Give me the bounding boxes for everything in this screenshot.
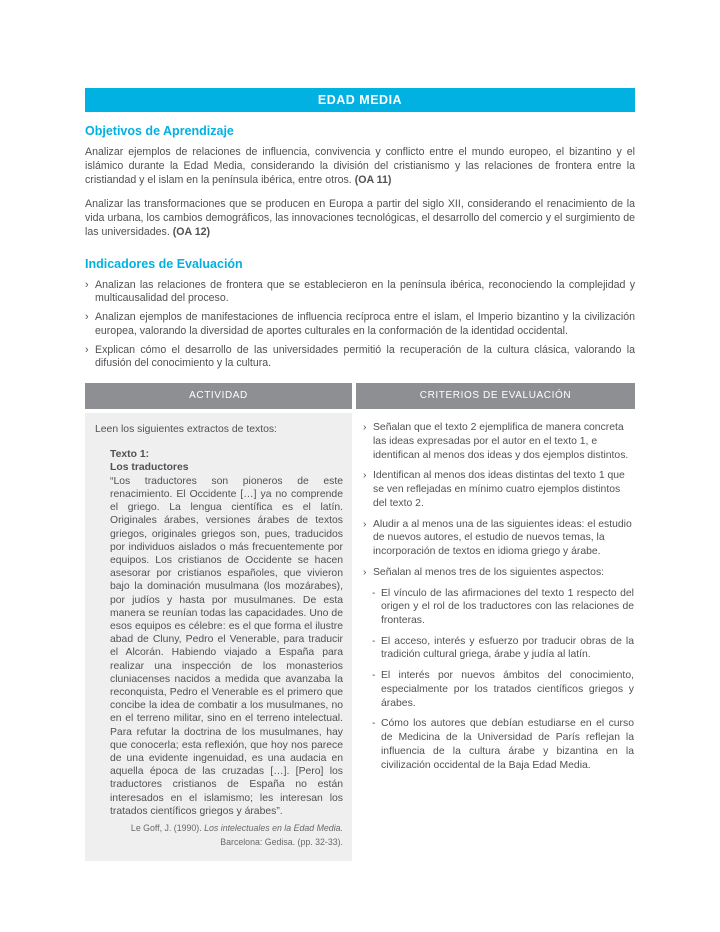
activity-column-header: ACTIVIDAD (85, 383, 352, 409)
chevron-bullet-icon: › (363, 470, 367, 482)
document-page (85, 0, 635, 861)
criteria-cell (356, 413, 635, 779)
criteria-column-header: CRITERIOS DE EVALUACIÓN (356, 383, 635, 409)
criteria-sub-item (372, 717, 634, 772)
indicador-text: Explican cómo el desarrollo de las universidades permitió la recuperación de la cultura clásica, valorando la difusión del conocimiento y la cultura. (95, 343, 635, 370)
texto-label: Texto 1: (110, 448, 150, 460)
activity-intro: Leen los siguientes extractos de textos: (95, 424, 277, 436)
dash-bullet-icon: - (372, 670, 376, 682)
indicadores-list (85, 279, 635, 372)
indicador-text: Analizan ejemplos de manifestaciones de influencia recíproca entre el islam, el Imperio bizantino y la civilización europea, valorando la diversidad de aportes culturales en la conformación de la identidad occidental. (95, 311, 635, 337)
citation (110, 822, 343, 849)
criteria-item (363, 421, 634, 462)
indicador-item (85, 344, 635, 372)
oa-code-12: (OA 12) (172, 225, 211, 238)
criteria-sub-text: Cómo los autores que debían estudiarse en el curso de Medicina de la Universidad de París reflejan la influencia de la cultura árabe y bizantina en la civilización occidental de la Baja Edad Media. (381, 718, 634, 771)
criteria-text: Identifican al menos dos ideas distintas del texto 1 que se ven reflejadas en mínimo cuatro ejemplos distintos del texto 2. (373, 470, 625, 509)
texto-title: Los traductores (110, 462, 189, 474)
citation-book-title: Los intelectuales en la Edad Media. (204, 823, 343, 834)
quote-text: “Los traductores son pioneros de este renacimiento. El Occidente […] ya no comprende el griego. La lengua científica es el latín. Originales árabes, versiones árabes de textos griegos, originales griegos son, pues, traducidos por individuos aislados o más frecuentemente por equipos. Los cristianos de Occidente se hacen asesorar por cristianos españoles, que vivieron bajo la dominación musulmana (los mozárabes), por judíos y hasta por musulmanes. De esta manera se reunían todas las capacidades. Uno de esos equipos es célebre: es el que forma el ilustre abad de Cluny, Pedro el Venerable, para traducir el Alcorán. Habiendo viajado a España para realizar una inspección de los monasterios cluniacenses nacidos a medida que avanzaba la reconquista, Pedro el Venerable es el primero que concibe la idea de combatir a los musulmanes, no en el terreno militar, sino en el terreno intelectual. Para refutar la doctrina de los musulmanes, hay que conocerla; esta reflexión, que hoy nos parece de una evidente ingenuidad, es una audacia en aquella época de las cruzadas […]. [Pero] los traductores cristianos de España no están interesados en el islamismo; les interesan los tratados científicos griegos y árabes”. (110, 475, 343, 817)
section-banner (85, 88, 635, 112)
objetivo-text-1: Analizar ejemplos de relaciones de influencia, convivencia y conflicto entre el mundo europeo, el bizantino y el islámico durante la Edad Media, considerando la división del cristianismo y las relaciones de frontera entre la cristiandad y el islam en la península ibérica, entre otros. (85, 146, 635, 186)
chevron-bullet-icon: › (85, 311, 89, 324)
indicadores-heading: Indicadores de Evaluación (85, 256, 243, 271)
section-banner-title: EDAD MEDIA (317, 93, 403, 107)
table-body-row (85, 413, 635, 861)
citation-line-2: Barcelona: Gedisa. (pp. 32-33). (220, 836, 343, 847)
criteria-list (363, 421, 634, 579)
chevron-bullet-icon: › (85, 278, 89, 291)
objetivo-paragraph-2 (85, 198, 635, 239)
indicador-item (85, 311, 635, 339)
dash-bullet-icon: - (372, 635, 376, 647)
chevron-bullet-icon: › (363, 518, 367, 530)
citation-line-1 (110, 822, 343, 836)
criteria-item (363, 469, 634, 510)
indicador-text: Analizan las relaciones de frontera que se establecieron en la península ibérica, reconociendo la complejidad y multicausalidad del proceso. (95, 278, 635, 305)
criteria-sub-text: El interés por nuevos ámbitos del conocimiento, especialmente por los tratados científicos griegos y árabes. (381, 670, 634, 709)
activity-cell (85, 413, 352, 861)
objetivos-heading: Objetivos de Aprendizaje (85, 124, 234, 138)
criteria-sub-text: El vínculo de las afirmaciones del texto 1 respecto del origen y el rol de los traductores con las relaciones de fronteras. (381, 587, 634, 626)
dash-bullet-icon: - (372, 587, 376, 599)
oa-code-11: (OA 11) (354, 173, 392, 186)
criteria-sub-item (372, 587, 634, 628)
criteria-sublist (372, 587, 634, 773)
criteria-sub-item (372, 635, 634, 662)
objetivo-paragraph-1 (85, 146, 635, 187)
criteria-sub-text: El acceso, interés y esfuerzo por traducir obras de la tradición cultural griega, árabe y judía al latín. (381, 635, 634, 661)
criteria-text: Aludir a al menos una de las siguientes ideas: el estudio de nuevos autores, el estudio de nuevos temas, la incorporación de textos en idioma griego y árabe. (373, 518, 632, 558)
chevron-bullet-icon: › (85, 343, 89, 356)
objetivo-text-2: Analizar las transformaciones que se producen en Europa a partir del siglo XII, considerando el renacimiento de la vida urbana, los cambios demográficos, las innovaciones tecnológicas, el desarrollo del comercio y el surgimiento de las universidades. (85, 198, 635, 238)
indicador-item (85, 279, 635, 307)
criteria-item (363, 518, 634, 559)
chevron-bullet-icon: › (363, 566, 367, 578)
criteria-sub-item (372, 669, 634, 710)
criteria-item (363, 566, 634, 580)
dash-bullet-icon: - (372, 718, 376, 730)
table-header-row (85, 383, 635, 409)
activity-table (85, 383, 635, 861)
chevron-bullet-icon: › (363, 422, 367, 434)
criteria-text: Señalan al menos tres de los siguientes aspectos: (373, 566, 605, 578)
citation-author: Le Goff, J. (1990). (130, 823, 205, 834)
texto-block (110, 448, 343, 850)
criteria-text: Señalan que el texto 2 ejemplifica de manera concreta las ideas expresadas por el autor en el texto 1, e identifican al menos dos ideas y dos ejemplos distintos. (373, 422, 629, 461)
